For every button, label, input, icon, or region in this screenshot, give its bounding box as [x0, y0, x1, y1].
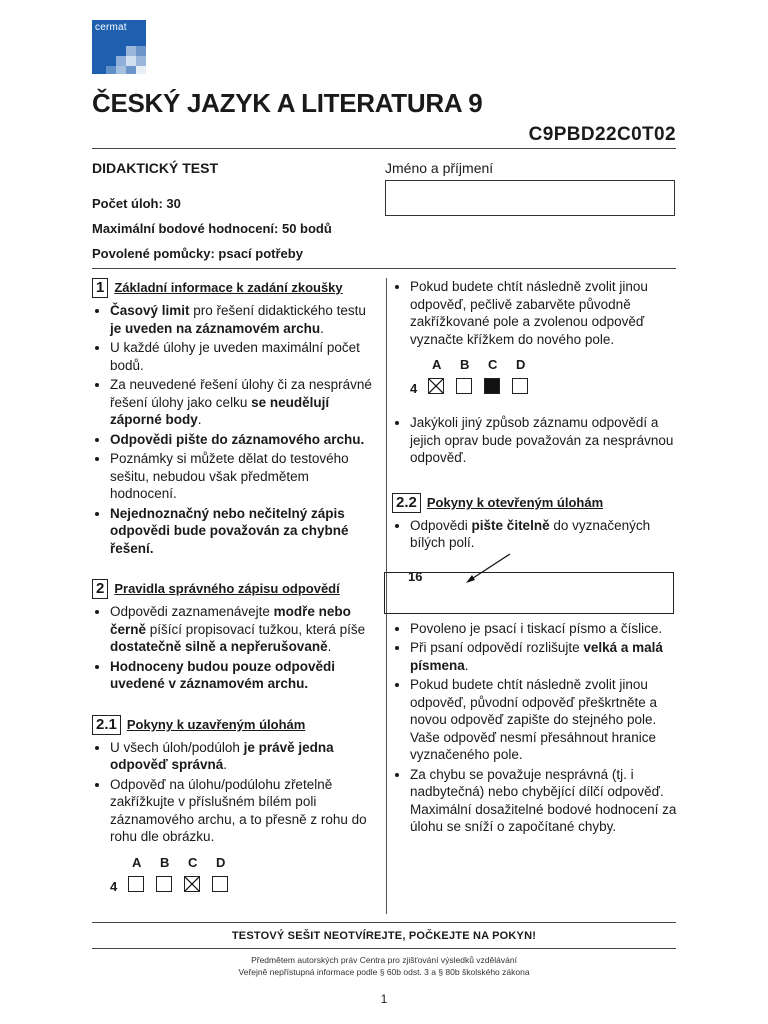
list-item: • Časový limit pro řešení didaktického testu je uveden na záznamovém archu. — [110, 302, 376, 337]
logo-tile — [136, 46, 146, 56]
logo-tile — [126, 46, 136, 56]
list-item: • U každé úlohy je uveden maximální počet bodů. — [110, 339, 376, 374]
logo-tile — [116, 66, 126, 74]
page-number: 1 — [380, 992, 388, 1006]
section-2-list — [92, 603, 376, 693]
answer-box-crossed — [428, 378, 444, 394]
list-item: • Za neuvedené řešení úlohy či za nesprávné řešení úlohy jako celku se neudělují záporné body. — [110, 376, 376, 429]
option-label: A — [432, 357, 442, 372]
question-number: 16 — [408, 568, 423, 584]
section-number: 1 — [92, 278, 108, 298]
allowed-aids: Povolené pomůcky: psací potřeby — [92, 246, 303, 261]
list-item: • Při psaní odpovědí rozlišujte velká a malá písmena. — [410, 639, 680, 674]
section-1-list — [92, 302, 376, 557]
option-label: C — [488, 357, 498, 372]
test-type: DIDAKTICKÝ TEST — [92, 160, 218, 176]
test-code: C9PBD22C0T02 — [528, 124, 676, 145]
question-number: 4 — [110, 878, 118, 894]
footer-divider-top — [92, 922, 676, 923]
section-number: 2.1 — [92, 715, 121, 735]
list-item: • Odpověď na úlohu/podúlohu zřetelně zakřížkujte v příslušném bílém poli záznamového archu, a to přesně z rohu do rohu dle obrázku. — [110, 776, 376, 846]
meta-divider — [92, 268, 676, 269]
list-item: • Odpovědi pište do záznamového archu. — [110, 431, 376, 449]
logo-text: cermat — [95, 22, 127, 33]
option-label: C — [188, 854, 198, 870]
section-2-1-list — [92, 739, 376, 846]
answer-example-crossed — [110, 854, 376, 898]
left-column — [92, 278, 376, 898]
task-count: Počet úloh: 30 — [92, 196, 181, 211]
option-label: B — [160, 854, 170, 870]
option-label: B — [460, 357, 470, 372]
answer-box-filled — [484, 378, 500, 394]
list-item: • Za chybu se považuje nesprávná (tj. i nadbytečná) nebo chybějící dílčí odpověď. Maximální dosažitelné bodové hodnocení za úlohu se sníží o započítané chyby. — [410, 766, 680, 836]
answer-box — [456, 378, 472, 394]
list-item: • Jakýkoli jiný způsob záznamu odpovědí a jejich oprav bude považován za nesprávnou odpověď. — [410, 414, 680, 467]
copyright-note: Předmětem autorských práv Centra pro zjišťování výsledků vzdělávání — [251, 955, 517, 965]
section-number: 2 — [92, 579, 108, 599]
section-2-heading — [92, 579, 376, 599]
section-1-heading — [92, 278, 376, 298]
cross-icon — [429, 379, 443, 393]
list-item: • Odpovědi zaznamenávejte modře nebo černě píšící propisovací tužkou, která píše dostatečně silně a nepřerušovaně. — [110, 603, 376, 656]
list-item: • Odpovědi pište čitelně do vyznačených bílých polí. — [410, 517, 680, 552]
section-number: 2.2 — [392, 493, 421, 513]
option-label: A — [132, 854, 142, 870]
section-2-2-list — [392, 517, 680, 552]
open-answer-box — [384, 572, 674, 614]
confidentiality-note: Veřejně nepřístupná informace podle § 60b odst. 3 a § 80b školského zákona — [238, 967, 530, 977]
list-item: • Poznámky si můžete dělat do testového sešitu, nebudou však předmětem hodnocení. — [110, 450, 376, 503]
answer-example-corrected — [410, 356, 680, 400]
logo-tile — [106, 66, 116, 74]
section-title: Pokyny k uzavřeným úlohám — [126, 716, 306, 732]
right-column — [392, 278, 680, 838]
open-answer-example — [392, 558, 680, 618]
header-divider — [92, 148, 676, 149]
max-score: Maximální bodové hodnocení: 50 bodů — [92, 221, 332, 236]
list-item: • Povoleno je psací i tiskací písmo a číslice. — [410, 620, 680, 638]
question-number: 4 — [410, 381, 418, 396]
logo-tile — [126, 66, 136, 74]
footer-divider-bottom — [92, 948, 676, 949]
name-label: Jméno a příjmení — [385, 160, 494, 176]
answer-box — [128, 876, 144, 892]
answer-box — [156, 876, 172, 892]
right-list-3 — [392, 620, 680, 836]
section-2-2-heading — [392, 493, 680, 513]
logo-tile — [126, 56, 136, 66]
logo-tile — [136, 56, 146, 66]
section-title: Pravidla správného zápisu odpovědí — [114, 581, 340, 597]
cermat-logo — [92, 20, 146, 74]
section-2-1-heading — [92, 715, 376, 735]
right-list-2 — [392, 414, 680, 467]
answer-box — [512, 378, 528, 394]
page-title: ČESKÝ JAZYK A LITERATURA 9 — [92, 88, 483, 118]
name-field[interactable] — [385, 180, 675, 216]
list-item: • Pokud budete chtít následně zvolit jinou odpověď, původní odpověď přeškrtněte a novou odpověď zapište do stejného pole. Vaše odpověď nesmí přesáhnout hranice vyznačeného pole. — [410, 676, 680, 764]
logo-tile — [136, 66, 146, 74]
right-list-1 — [392, 278, 680, 348]
cross-icon — [185, 877, 199, 891]
list-item: • U všech úloh/podúloh je právě jedna odpověď správná. — [110, 739, 376, 774]
list-item: • Pokud budete chtít následně zvolit jinou odpověď, pečlivě zabarvěte původně zakřížkované pole a zvolenou odpověď vyznačte křížkem do nového pole. — [410, 278, 680, 348]
section-title: Pokyny k otevřeným úlohám — [426, 494, 604, 510]
answer-box — [212, 876, 228, 892]
warning-text: TESTOVÝ SEŠIT NEOTVÍREJTE, POČKEJTE NA POKYN! — [231, 930, 537, 942]
logo-tile — [116, 56, 126, 66]
option-label: D — [216, 854, 226, 870]
answer-box-crossed — [184, 876, 200, 892]
section-title: Základní informace k zadání zkoušky — [114, 280, 343, 296]
option-label: D — [516, 357, 526, 372]
list-item: • Hodnoceny budou pouze odpovědi uvedené v záznamovém archu. — [110, 658, 376, 693]
list-item: • Nejednoznačný nebo nečitelný zápis odpovědi bude považován za chybné řešení. — [110, 505, 376, 558]
